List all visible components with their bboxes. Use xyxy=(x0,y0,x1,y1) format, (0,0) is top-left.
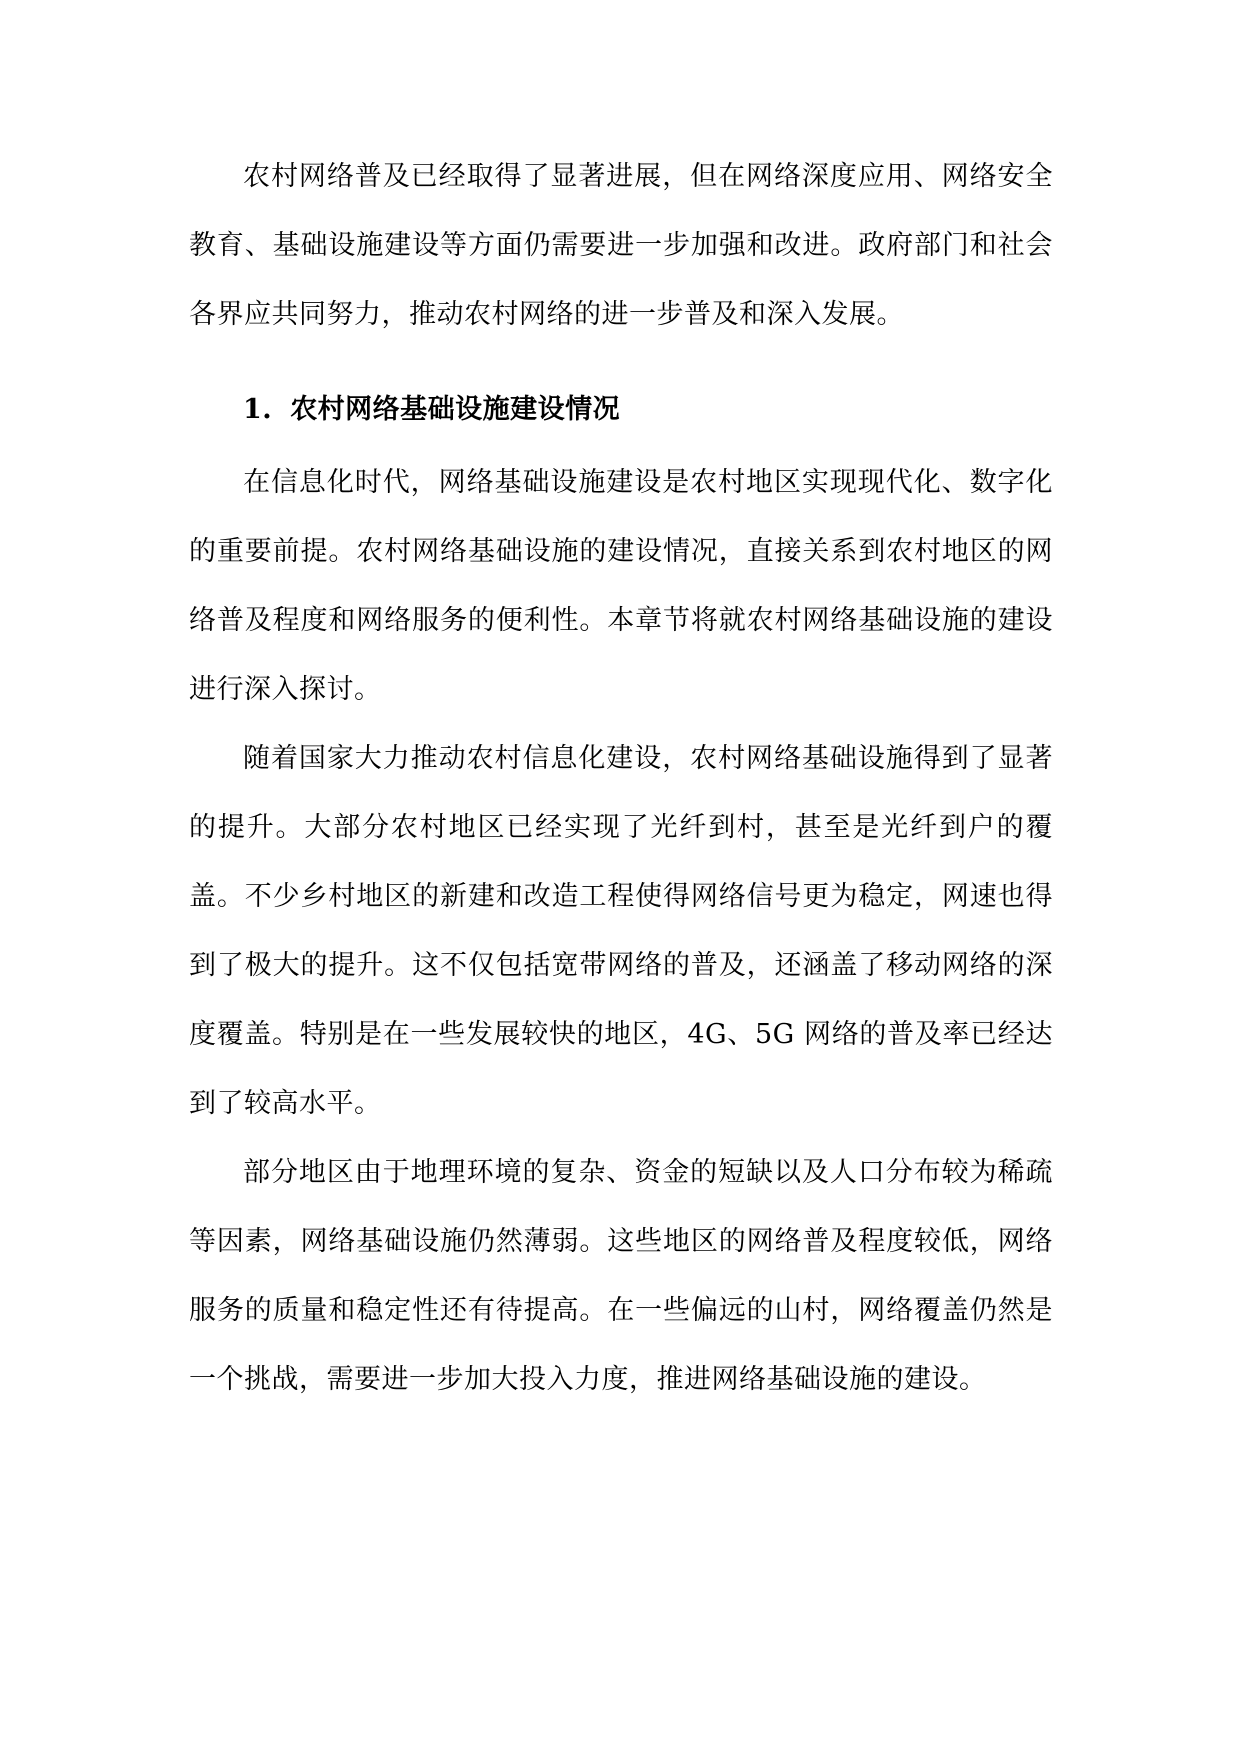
document-body xyxy=(189,142,1053,1414)
section-number: 1. xyxy=(243,394,273,425)
body-paragraph-3: 部分地区由于地理环境的复杂、资金的短缺以及人口分布较为稀疏等因素，网络基础设施仍然薄弱。这些地区的网络普及程度较低，网络服务的质量和稳定性还有待提高。在一些偏远的山村，网络覆盖仍然是一个挑战，需要进一步加大投入力度，推进网络基础设施的建设。 xyxy=(189,1157,1053,1395)
section-heading xyxy=(189,379,1053,441)
body-paragraph-1: 在信息化时代，网络基础设施建设是农村地区实现现代化、数字化的重要前提。农村网络基础设施的建设情况，直接关系到农村地区的网络普及程度和网络服务的便利性。本章节将就农村网络基础设施的建设进行深入探讨。 xyxy=(189,467,1053,705)
intro-paragraph: 农村网络普及已经取得了显著进展，但在网络深度应用、网络安全教育、基础设施建设等方面仍需要进一步加强和改进。政府部门和社会各界应共同努力，推动农村网络的进一步普及和深入发展。 xyxy=(189,161,1053,330)
body-paragraph-2: 随着国家大力推动农村信息化建设，农村网络基础设施得到了显著的提升。大部分农村地区已经实现了光纤到村，甚至是光纤到户的覆盖。不少乡村地区的新建和改造工程使得网络信号更为稳定，网速也得到了极大的提升。这不仅包括宽带网络的普及，还涵盖了移动网络的深度覆盖。特别是在一些发展较快的地区，4G、5G 网络的普及率已经达到了较高水平。 xyxy=(189,743,1053,1119)
section-title: 农村网络基础设施建设情况 xyxy=(290,394,621,425)
